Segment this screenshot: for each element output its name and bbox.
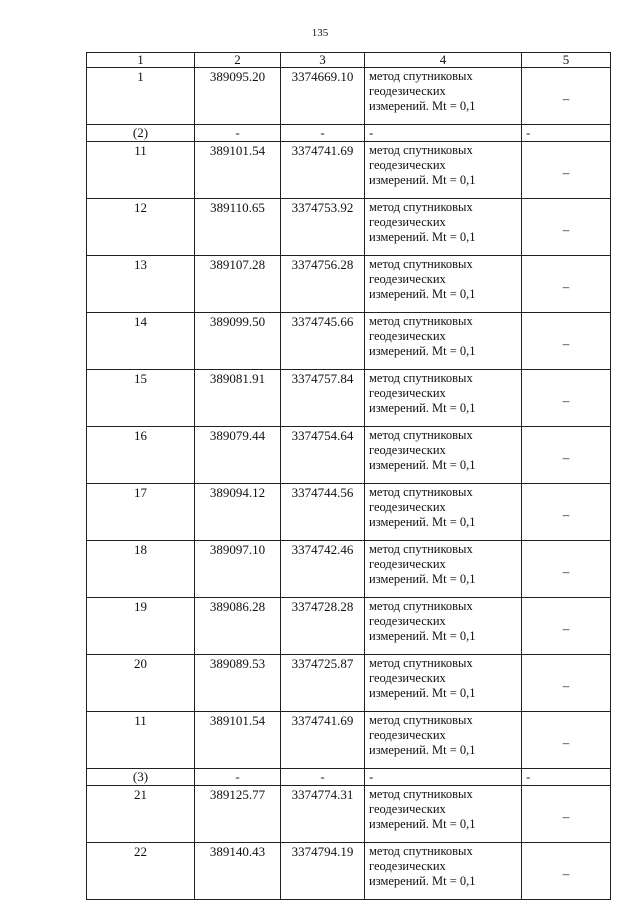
- point-number-cell: 17: [87, 484, 195, 541]
- point-number-cell: (2): [87, 125, 195, 142]
- coordinate-x-cell: 389107.28: [195, 256, 281, 313]
- coordinate-y-cell: 3374725.87: [281, 655, 365, 712]
- method-line: метод спутниковых: [369, 371, 473, 385]
- point-number-cell: 11: [87, 142, 195, 199]
- column-header-3: 3: [281, 53, 365, 68]
- method-line: метод спутниковых: [369, 143, 473, 157]
- method-line: метод спутниковых: [369, 542, 473, 556]
- note-cell: –: [522, 142, 611, 199]
- method-cell: [365, 541, 522, 598]
- coordinate-y-cell: 3374669.10: [281, 68, 365, 125]
- point-number-cell: 19: [87, 598, 195, 655]
- table-row: [87, 541, 611, 598]
- method-cell: [365, 68, 522, 125]
- coordinate-x-cell: 389140.43: [195, 843, 281, 900]
- coordinate-y-cell: 3374757.84: [281, 370, 365, 427]
- method-cell: [365, 313, 522, 370]
- method-line: измерений. Mt = 0,1: [369, 230, 476, 244]
- point-number-cell: 21: [87, 786, 195, 843]
- note-cell: –: [522, 541, 611, 598]
- table-body: [87, 68, 611, 900]
- method-cell: [365, 125, 522, 142]
- table-row: [87, 313, 611, 370]
- coordinate-y-cell: 3374741.69: [281, 142, 365, 199]
- coordinate-y-cell: 3374744.56: [281, 484, 365, 541]
- method-line: геодезических: [369, 614, 446, 628]
- coordinate-x-cell: 389079.44: [195, 427, 281, 484]
- coordinate-x-cell: 389095.20: [195, 68, 281, 125]
- note-cell: –: [522, 427, 611, 484]
- table-row: [87, 712, 611, 769]
- method-cell: [365, 199, 522, 256]
- coordinate-x-cell: 389089.53: [195, 655, 281, 712]
- method-line: измерений. Mt = 0,1: [369, 743, 476, 757]
- table-row: [87, 68, 611, 125]
- method-line: геодезических: [369, 215, 446, 229]
- coordinate-y-cell: -: [281, 769, 365, 786]
- method-line: -: [369, 769, 374, 784]
- table-row: [87, 786, 611, 843]
- method-line: геодезических: [369, 500, 446, 514]
- note-cell: –: [522, 313, 611, 370]
- method-line: измерений. Mt = 0,1: [369, 458, 476, 472]
- method-line: измерений. Mt = 0,1: [369, 401, 476, 415]
- column-header-5: 5: [522, 53, 611, 68]
- coordinate-y-cell: 3374753.92: [281, 199, 365, 256]
- method-cell: [365, 655, 522, 712]
- note-cell: –: [522, 786, 611, 843]
- point-number-cell: 11: [87, 712, 195, 769]
- method-line: геодезических: [369, 557, 446, 571]
- method-line: метод спутниковых: [369, 713, 473, 727]
- method-line: метод спутниковых: [369, 257, 473, 271]
- note-cell: –: [522, 68, 611, 125]
- method-line: метод спутниковых: [369, 200, 473, 214]
- method-line: метод спутниковых: [369, 787, 473, 801]
- coordinate-x-cell: 389086.28: [195, 598, 281, 655]
- note-cell: –: [522, 843, 611, 900]
- note-cell: –: [522, 712, 611, 769]
- note-cell: –: [522, 199, 611, 256]
- column-header-4: 4: [365, 53, 522, 68]
- method-line: метод спутниковых: [369, 599, 473, 613]
- coordinate-x-cell: -: [195, 125, 281, 142]
- coordinate-y-cell: 3374742.46: [281, 541, 365, 598]
- method-line: геодезических: [369, 272, 446, 286]
- method-cell: [365, 769, 522, 786]
- point-number-cell: 20: [87, 655, 195, 712]
- method-line: геодезических: [369, 671, 446, 685]
- method-line: измерений. Mt = 0,1: [369, 344, 476, 358]
- contour-row: [87, 769, 611, 786]
- coordinate-x-cell: 389081.91: [195, 370, 281, 427]
- method-line: измерений. Mt = 0,1: [369, 572, 476, 586]
- coordinate-y-cell: -: [281, 125, 365, 142]
- point-number-cell: (3): [87, 769, 195, 786]
- note-cell: –: [522, 484, 611, 541]
- coordinate-y-cell: 3374754.64: [281, 427, 365, 484]
- note-cell: -: [522, 125, 611, 142]
- method-line: измерений. Mt = 0,1: [369, 817, 476, 831]
- method-line: геодезических: [369, 84, 446, 98]
- point-number-cell: 16: [87, 427, 195, 484]
- note-cell: –: [522, 370, 611, 427]
- table-row: [87, 370, 611, 427]
- coordinate-y-cell: 3374756.28: [281, 256, 365, 313]
- table-header-row: [87, 53, 611, 68]
- contour-row: [87, 125, 611, 142]
- method-cell: [365, 598, 522, 655]
- coordinate-x-cell: 389101.54: [195, 712, 281, 769]
- method-cell: [365, 484, 522, 541]
- coordinate-x-cell: -: [195, 769, 281, 786]
- method-line: метод спутниковых: [369, 314, 473, 328]
- coordinate-y-cell: 3374728.28: [281, 598, 365, 655]
- method-line: геодезических: [369, 386, 446, 400]
- coordinate-y-cell: 3374741.69: [281, 712, 365, 769]
- method-line: геодезических: [369, 728, 446, 742]
- method-line: измерений. Mt = 0,1: [369, 99, 476, 113]
- method-cell: [365, 712, 522, 769]
- method-line: геодезических: [369, 802, 446, 816]
- coordinate-x-cell: 389125.77: [195, 786, 281, 843]
- table-row: [87, 843, 611, 900]
- method-line: геодезических: [369, 329, 446, 343]
- table-row: [87, 256, 611, 313]
- method-line: метод спутниковых: [369, 428, 473, 442]
- method-line: метод спутниковых: [369, 844, 473, 858]
- method-cell: [365, 427, 522, 484]
- coordinate-x-cell: 389094.12: [195, 484, 281, 541]
- point-number-cell: 1: [87, 68, 195, 125]
- method-line: метод спутниковых: [369, 485, 473, 499]
- point-number-cell: 12: [87, 199, 195, 256]
- method-line: измерений. Mt = 0,1: [369, 173, 476, 187]
- method-cell: [365, 786, 522, 843]
- note-cell: –: [522, 598, 611, 655]
- table-row: [87, 199, 611, 256]
- method-line: геодезических: [369, 859, 446, 873]
- coordinate-y-cell: 3374745.66: [281, 313, 365, 370]
- table-row: [87, 142, 611, 199]
- coordinates-table: [86, 52, 611, 900]
- method-line: измерений. Mt = 0,1: [369, 629, 476, 643]
- point-number-cell: 18: [87, 541, 195, 598]
- method-line: измерений. Mt = 0,1: [369, 515, 476, 529]
- method-cell: [365, 843, 522, 900]
- method-line: измерений. Mt = 0,1: [369, 287, 476, 301]
- point-number-cell: 14: [87, 313, 195, 370]
- table-row: [87, 598, 611, 655]
- point-number-cell: 15: [87, 370, 195, 427]
- method-cell: [365, 370, 522, 427]
- method-line: геодезических: [369, 158, 446, 172]
- point-number-cell: 13: [87, 256, 195, 313]
- method-line: -: [369, 125, 374, 140]
- coordinate-x-cell: 389101.54: [195, 142, 281, 199]
- note-cell: -: [522, 769, 611, 786]
- coordinate-x-cell: 389099.50: [195, 313, 281, 370]
- coordinate-y-cell: 3374774.31: [281, 786, 365, 843]
- method-line: геодезических: [369, 443, 446, 457]
- method-line: метод спутниковых: [369, 69, 473, 83]
- point-number-cell: 22: [87, 843, 195, 900]
- column-header-2: 2: [195, 53, 281, 68]
- table-row: [87, 484, 611, 541]
- method-cell: [365, 142, 522, 199]
- method-line: метод спутниковых: [369, 656, 473, 670]
- method-line: измерений. Mt = 0,1: [369, 874, 476, 888]
- method-line: измерений. Mt = 0,1: [369, 686, 476, 700]
- page-number: 135: [311, 27, 329, 39]
- table-row: [87, 427, 611, 484]
- table-row: [87, 655, 611, 712]
- method-cell: [365, 256, 522, 313]
- coordinate-y-cell: 3374794.19: [281, 843, 365, 900]
- column-header-1: 1: [87, 53, 195, 68]
- coordinate-x-cell: 389097.10: [195, 541, 281, 598]
- note-cell: –: [522, 655, 611, 712]
- coordinate-x-cell: 389110.65: [195, 199, 281, 256]
- note-cell: –: [522, 256, 611, 313]
